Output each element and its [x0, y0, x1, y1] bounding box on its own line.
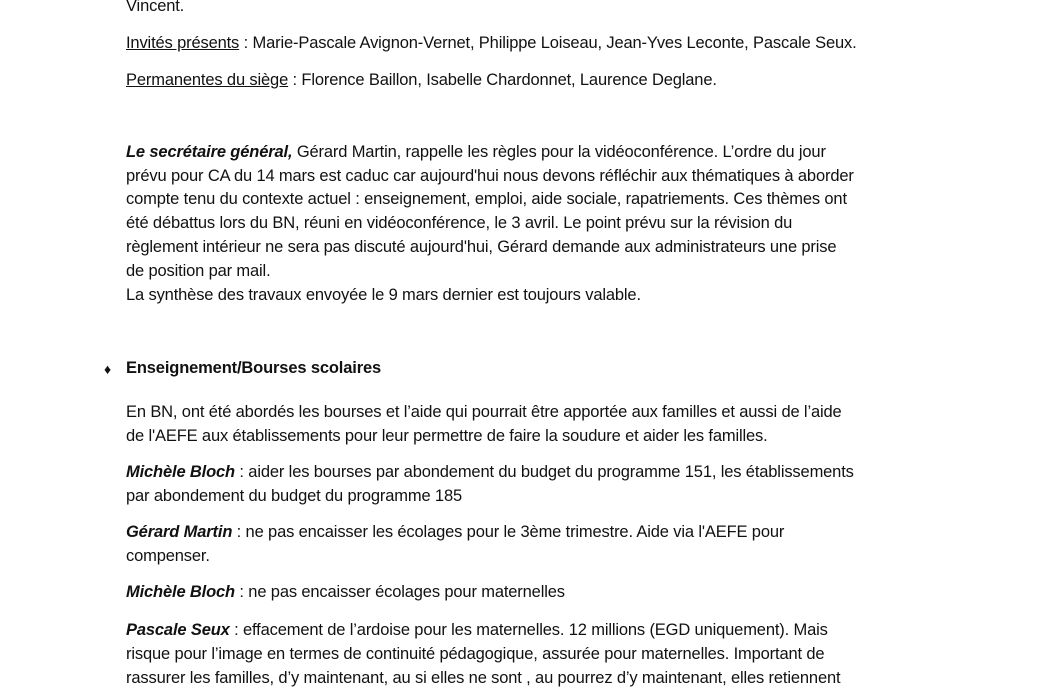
entry-1-line-2: par abondement du budget du programme 185 [126, 487, 463, 505]
intro-line-1 [126, 140, 826, 164]
intro-line-3: compte tenu du contexte actuel : enseignement, emploi, aide sociale, rapatriements. Ces thèmes ont [126, 190, 847, 208]
section-para-line-1: En BN, ont été abordés les bourses et l’aide qui pourrait être apportée aux familles et aussi de l’aide [126, 403, 842, 421]
diamond-bullet-icon: ♦ [104, 361, 112, 377]
staff-separator: : [288, 71, 302, 89]
entry-3-line-1 [126, 580, 565, 604]
entry-3-text: : ne pas encaisser écolages pour maternelles [235, 583, 565, 601]
guests-line [126, 31, 857, 55]
intro-line-4: été débattus lors du BN, réuni en vidéoconférence, le 3 avril. Le point prévu sur la révision du [126, 214, 793, 232]
entry-4-line-2: risque pour l’image en termes de continuité pédagogique, assurée pour maternelles. Important de [126, 645, 825, 663]
guests-label: Invités présents [126, 34, 240, 52]
intro-line-2: prévu pour CA du 14 mars est caduc car aujourd'hui nous devons réfléchir aux thématiques à aborder [126, 167, 854, 185]
entry-1-line-1 [126, 460, 854, 484]
entry-3-speaker: Michèle Bloch [126, 583, 235, 601]
guests-separator: : [239, 34, 253, 52]
guests-names: Marie-Pascale Avignon-Vernet, Philippe Loiseau, Jean-Yves Leconte, Pascale Seux. [252, 34, 857, 52]
section-para-line-2: de l'AEFE aux établissements pour leur permettre de faire la soudure et aider les familles. [126, 427, 768, 445]
entry-4-speaker: Pascale Seux [126, 621, 230, 639]
staff-names: Florence Baillon, Isabelle Chardonnet, Laurence Deglane. [301, 71, 717, 89]
entry-1-text: : aider les bourses par abondement du budget du programme 151, les établissements [235, 463, 854, 481]
intro-speaker: Le secrétaire général, [126, 143, 293, 161]
entry-2-line-2: compenser. [126, 547, 210, 565]
entry-2-line-1 [126, 520, 784, 544]
entry-4-line-1 [126, 618, 828, 642]
intro-line-7: La synthèse des travaux envoyée le 9 mars dernier est toujours valable. [126, 286, 641, 304]
staff-label: Permanentes du siège [126, 71, 289, 89]
section-heading: Enseignement/Bourses scolaires [126, 359, 382, 377]
entry-2-speaker: Gérard Martin [126, 523, 233, 541]
staff-line [126, 68, 717, 92]
entry-1-speaker: Michèle Bloch [126, 463, 235, 481]
attendance-tail: Vincent. [126, 0, 185, 15]
entry-4-text: : effacement de l’ardoise pour les maternelles. 12 millions (EGD uniquement). Mais [229, 621, 828, 639]
intro-line-6: de position par mail. [126, 262, 271, 280]
entry-4-line-3: rassurer les familles, d’y maintenant, au si elles ne sont , au pourrez d’y maintenant, elles retiennent [126, 669, 841, 687]
intro-line-5: règlement intérieur ne sera pas discuté aujourd'hui, Gérard demande aux administrateurs une prise [126, 238, 837, 256]
intro-text: Gérard Martin, rappelle les règles pour la vidéoconférence. L’ordre du jour [292, 143, 826, 161]
entry-2-text: : ne pas encaisser les écolages pour le 3ème trimestre. Aide via l'AEFE pour [232, 523, 785, 541]
